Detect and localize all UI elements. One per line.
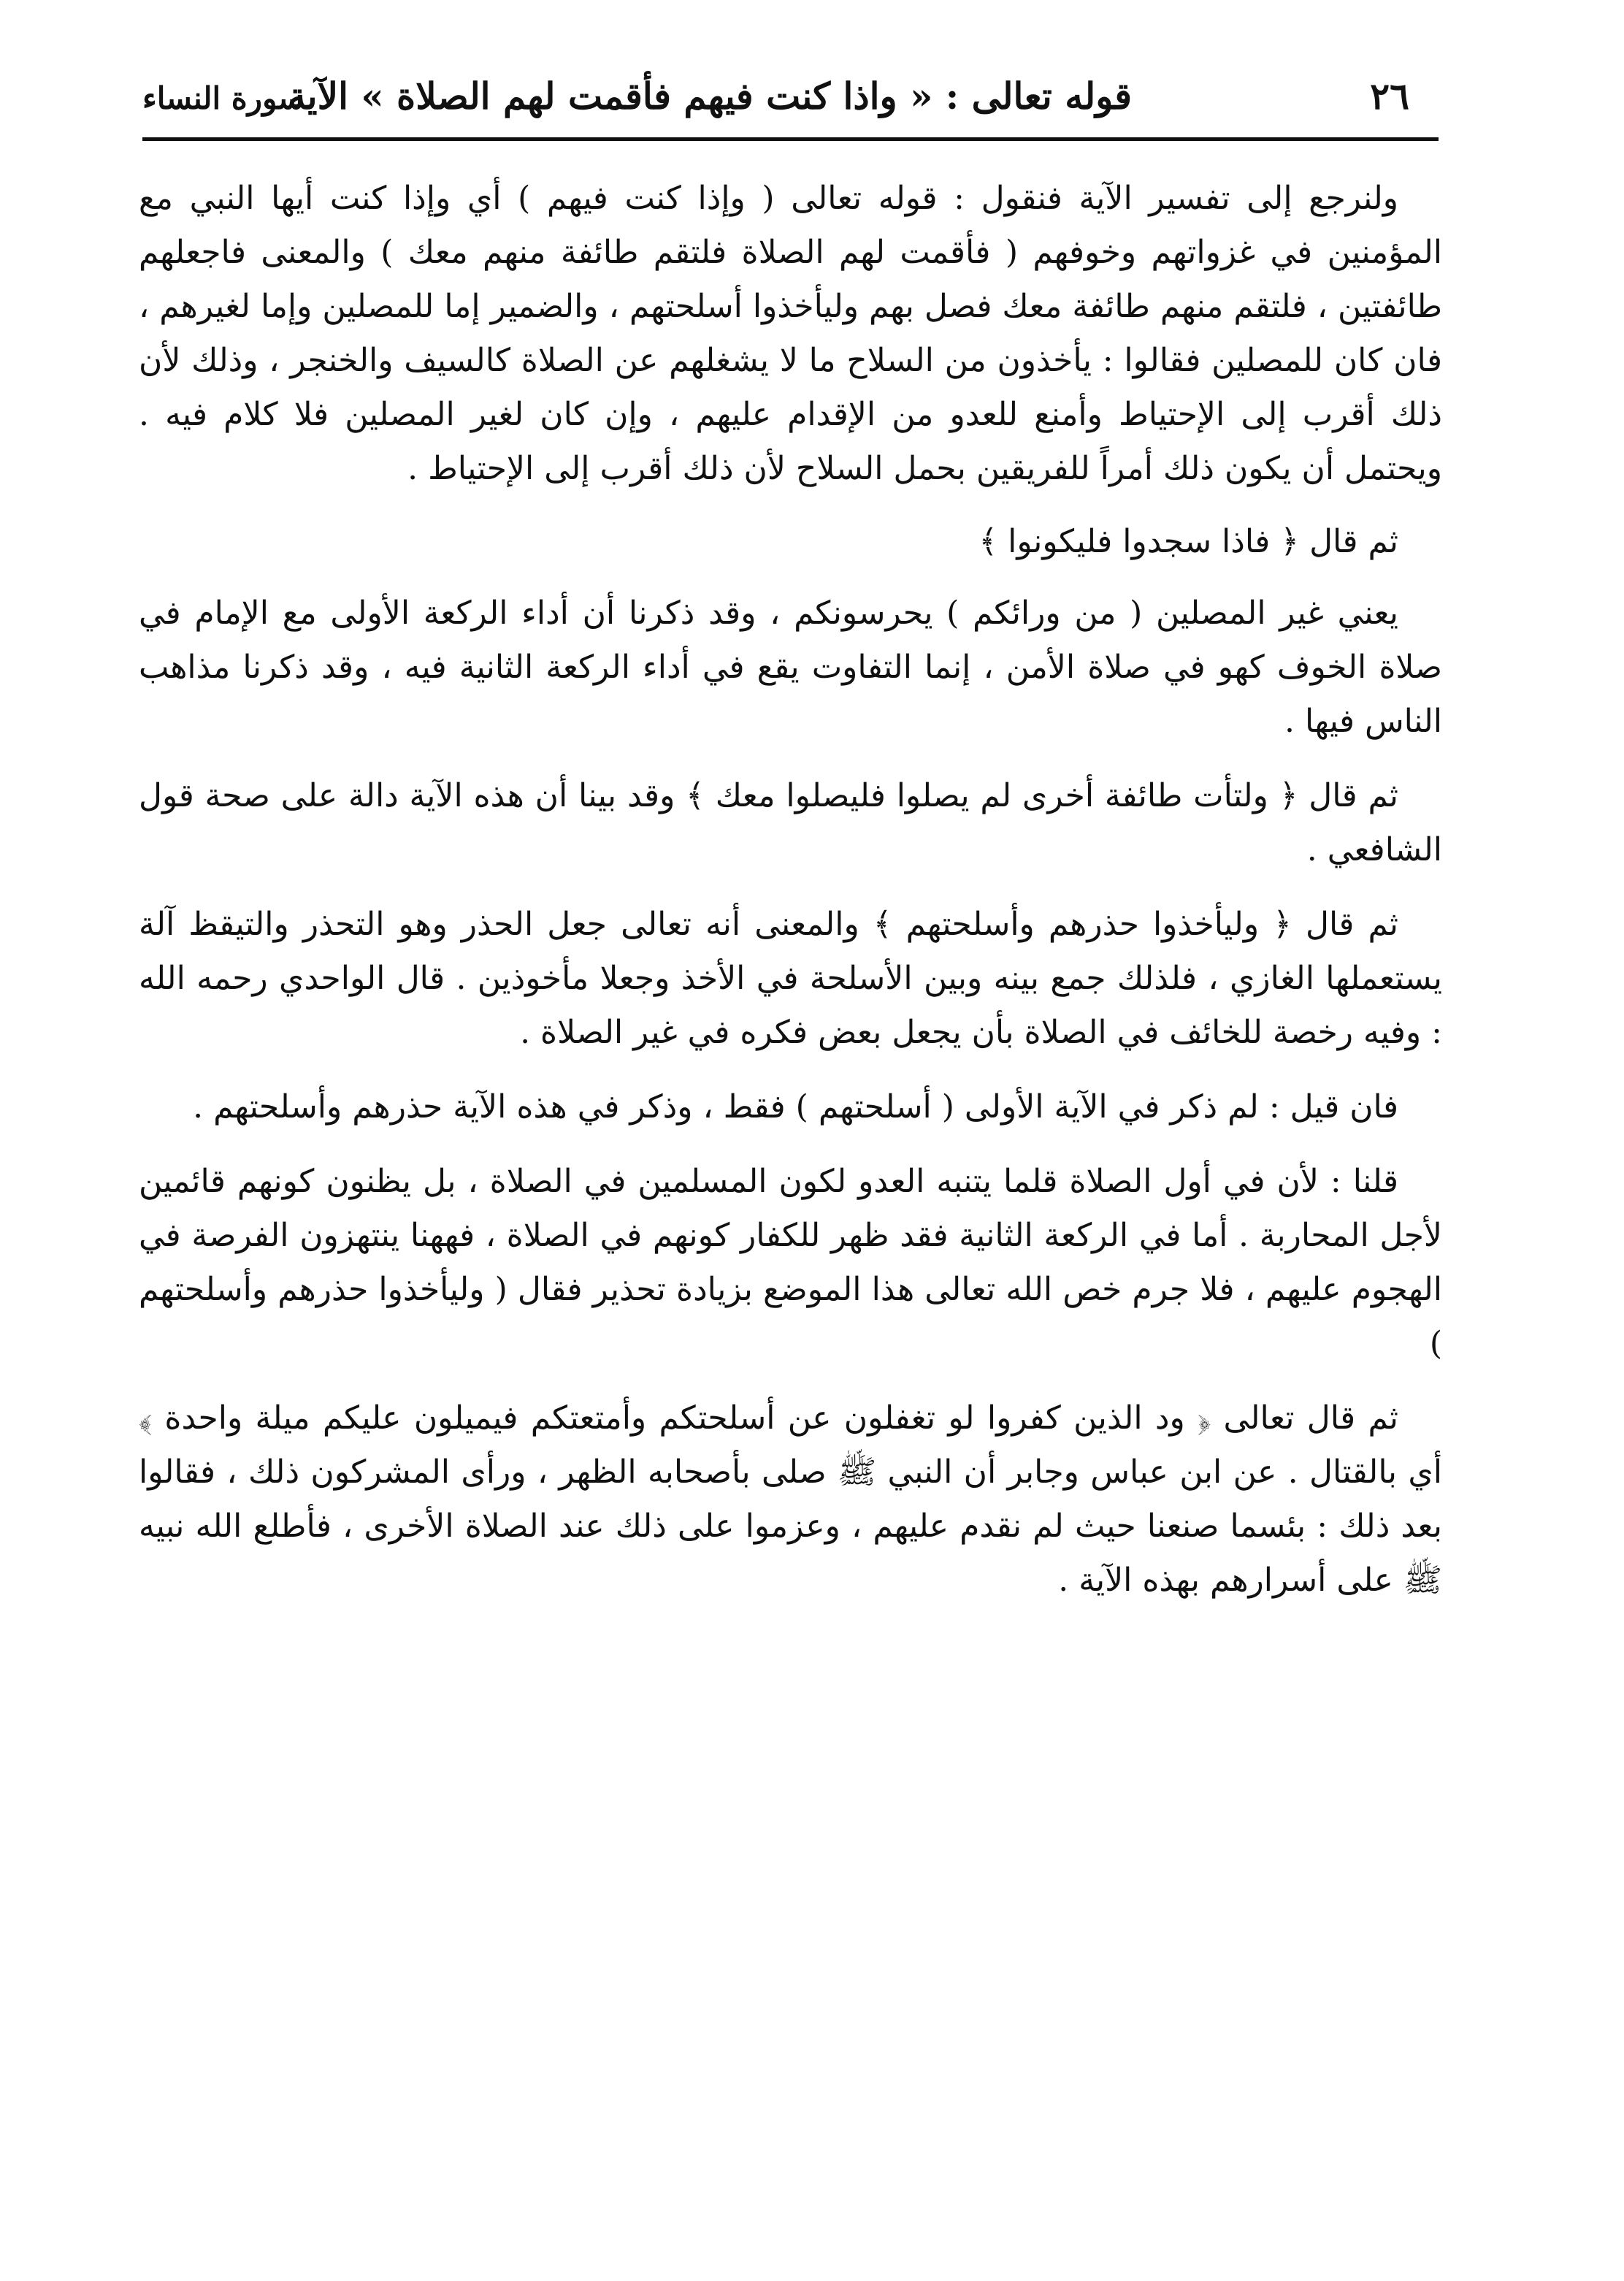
paragraph-verse-hidhrahum: ثم قال ﴿ وليأخذوا حذرهم وأسلحتهم ﴾ والمعنى أنه تعالى جعل الحذر وهو التحذر والتيقظ آلة يستعملها الغازي ، فلذلك جمع بينه وبين الأسلحة في الأخذ وجعلا مأخوذين . قال الواحدي رحمه الله : وفيه رخصة للخائف في الصلاة بأن يجعل بعض فكره في غير الصلاة . <box>139 906 1442 1051</box>
paragraph-verse-wadda: ثم قال تعالى ﴿ ود الذين كفروا لو تغفلون عن أسلحتكم وأمتعتكم فيميلون عليكم ميلة واحدة ﴾ أي بالقتال . عن ابن عباس وجابر أن النبي ﷺ صلى بأصحابه الظهر ، ورأى المشركون ذلك ، فقالوا بعد ذلك : بئسما صنعنا حيث لم نقدم عليهم ، وعزموا على ذلك عند الصلاة الأخرى ، فأطلع الله نبيه ﷺ على أسرارهم بهذه الآية . <box>139 1399 1442 1599</box>
header-rule <box>142 137 1439 141</box>
page-header <box>142 64 1439 137</box>
paragraph-verse-sajadu: ثم قال ﴿ فاذا سجدوا فليكونوا ﴾ <box>978 523 1398 560</box>
paragraph-verse-walta-ti: ثم قال ﴿ ولتأت طائفة أخرى لم يصلوا فليصلوا معك ﴾ وقد بينا أن هذه الآية دالة على صحة قول الشافعي . <box>139 777 1442 868</box>
page-number: ٢٦ <box>1370 74 1409 118</box>
surah-name: سورة النساء <box>142 80 304 116</box>
paragraph-ghayr-al-musallin: يعني غير المصلين ( من ورائكم ) يحرسونكم ، وقد ذكرنا أن أداء الركعة الأولى مع الإمام في صلاة الخوف كهو في صلاة الأمن ، إنما التفاوت يقع في أداء الركعة الثانية فيه ، وقد ذكرنا مذاهب الناس فيها . <box>139 595 1442 740</box>
paragraph-question: فان قيل : لم ذكر في الآية الأولى ( أسلحتهم ) فقط ، وذكر في هذه الآية حذرهم وأسلحتهم . <box>193 1088 1398 1126</box>
header-title: قوله تعالى : « واذا كنت فيهم فأقمت لهم الصلاة » الآية <box>287 74 1132 118</box>
page-body <box>139 172 1442 1628</box>
paragraph-answer: قلنا : لأن في أول الصلاة قلما يتنبه العدو لكون المسلمين في الصلاة ، بل يظنون كونهم قائمين لأجل المحاربة . أما في الركعة الثانية فقد ظهر للكفار كونهم في الصلاة ، فههنا ينتهزون الفرصة في الهجوم عليهم ، فلا جرم خص الله تعالى هذا الموضع بزيادة تحذير فقال ( وليأخذوا حذرهم وأسلحتهم ) <box>139 1163 1442 1362</box>
paragraph-tafsir-intro: ولنرجع إلى تفسير الآية فنقول : قوله تعالى ( وإذا كنت فيهم ) أي وإذا كنت أيها النبي مع المؤمنين في غزواتهم وخوفهم ( فأقمت لهم الصلاة فلتقم طائفة منهم معك ) والمعنى فاجعلهم طائفتين ، فلتقم منهم طائفة معك فصل بهم وليأخذوا أسلحتهم ، والضمير إما للمصلين وإما لغيرهم ، فان كان للمصلين فقالوا : يأخذون من السلاح ما لا يشغلهم عن الصلاة كالسيف والخنجر ، وذلك لأن ذلك أقرب إلى الإحتياط وأمنع للعدو من الإقدام عليهم ، وإن كان لغير المصلين فلا كلام فيه . ويحتمل أن يكون ذلك أمراً للفريقين بحمل السلاح لأن ذلك أقرب إلى الإحتياط . <box>139 180 1442 487</box>
